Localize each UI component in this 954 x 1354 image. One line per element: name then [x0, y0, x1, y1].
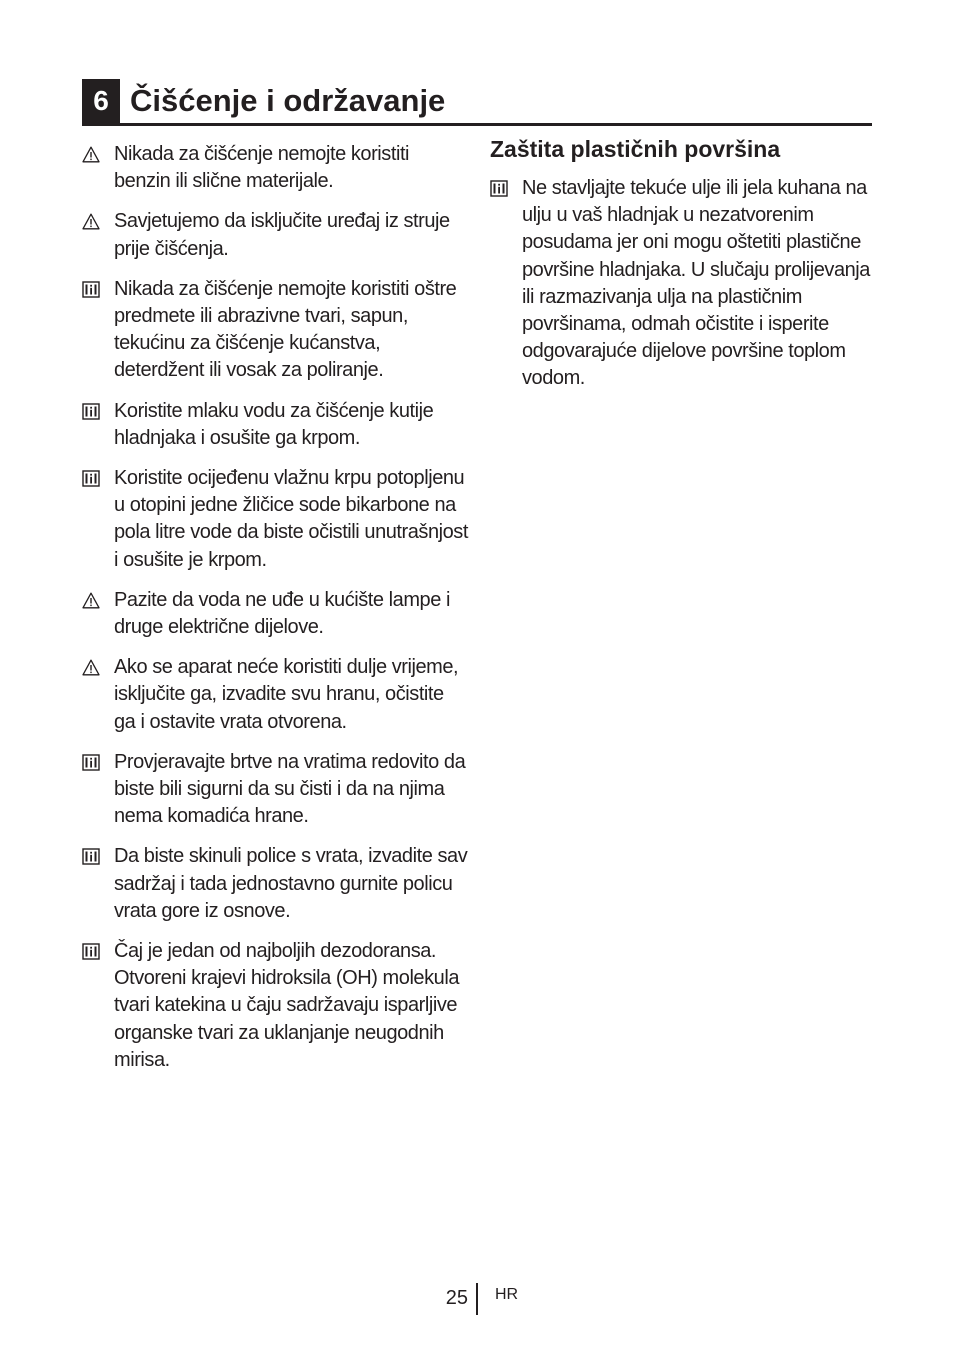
- left-column: [82, 141, 468, 1087]
- warning-icon: [82, 213, 100, 230]
- list-item: [82, 938, 468, 1074]
- item-text: Nikada za čišćenje nemojte koristiti benzin ili slične materijale.: [114, 143, 410, 193]
- language-code: HR: [495, 1286, 519, 1303]
- info-icon: [82, 848, 100, 865]
- item-text: Čaj je jedan od najboljih dezodoransa. Otvoreni krajevi hidroksila (OH) molekula tvari katekina u čaju sadržavaju isparljive organske tvari za uklanjanje neugodnih mirisa.: [114, 940, 459, 1071]
- list-item: [82, 208, 468, 262]
- info-icon: [82, 281, 100, 298]
- list-item: [82, 843, 468, 925]
- info-icon: [82, 470, 100, 487]
- list-item: [82, 276, 468, 385]
- warning-icon: [82, 659, 100, 676]
- warning-icon: [82, 146, 100, 163]
- warning-icon: [82, 592, 100, 609]
- info-icon: [82, 943, 100, 960]
- list-item: [82, 398, 468, 452]
- item-text: Da biste skinuli police s vrata, izvadite sav sadržaj i tada jednostavno gurnite policu vrata gore iz osnove.: [114, 845, 468, 922]
- list-item: [490, 175, 875, 393]
- item-text: Provjeravajte brtve na vratima redovito da biste bili sigurni da su čisti i da na njima nema komadića hrane.: [114, 750, 466, 828]
- info-icon: [490, 180, 508, 197]
- list-item: [82, 749, 468, 831]
- item-text: Pazite da voda ne uđe u kućište lampe i druge električne dijelove.: [114, 588, 451, 639]
- list-item: [82, 141, 468, 195]
- right-column: [490, 133, 875, 406]
- item-text: Nikada za čišćenje nemojte koristiti oštre predmete ili abrazivne tvari, sapun, tekućinu za čišćenje kućanstva, deterdžent ili vosak za poliranje.: [114, 277, 457, 382]
- item-text: Savjetujemo da isključite uređaj iz struje prije čišćenja.: [114, 210, 450, 260]
- chapter-number: 6: [82, 79, 120, 123]
- list-item: [82, 465, 468, 574]
- page-number: 25: [445, 1287, 468, 1309]
- item-text: Koristite ocijeđenu vlažnu krpu potopljenu u otopini jedne žličice sode bikarbone na pola litre vode da biste očistili unutrašnjost i osušite je krpom.: [114, 467, 468, 571]
- list-item: [82, 587, 468, 641]
- item-text: Koristite mlaku vodu za čišćenje kutije hladnjaka i osušite ga krpom.: [114, 399, 434, 449]
- item-text: Ako se aparat neće koristiti dulje vrijeme, isključite ga, izvadite svu hranu, očistite ga i ostavite vrata otvorena.: [114, 656, 459, 733]
- section-title: Zaštita plastičnih površina: [490, 136, 781, 162]
- page-divider: [476, 1283, 478, 1315]
- chapter-header: [82, 79, 872, 126]
- info-icon: [82, 754, 100, 771]
- chapter-title: Čišćenje i održavanje: [130, 83, 446, 118]
- list-item: [82, 654, 468, 736]
- info-icon: [82, 403, 100, 420]
- item-text: Ne stavljajte tekuće ulje ili jela kuhana na ulju u vaš hladnjak u nezatvorenim posudama jer oni mogu oštetiti plastične površine hladnjaka. U slučaju prolijevanja ili razmazivanja ulja na plastičnim površinama, odmah očistite i isperite odgovarajuće dijelove površine toplom vodom.: [522, 177, 870, 390]
